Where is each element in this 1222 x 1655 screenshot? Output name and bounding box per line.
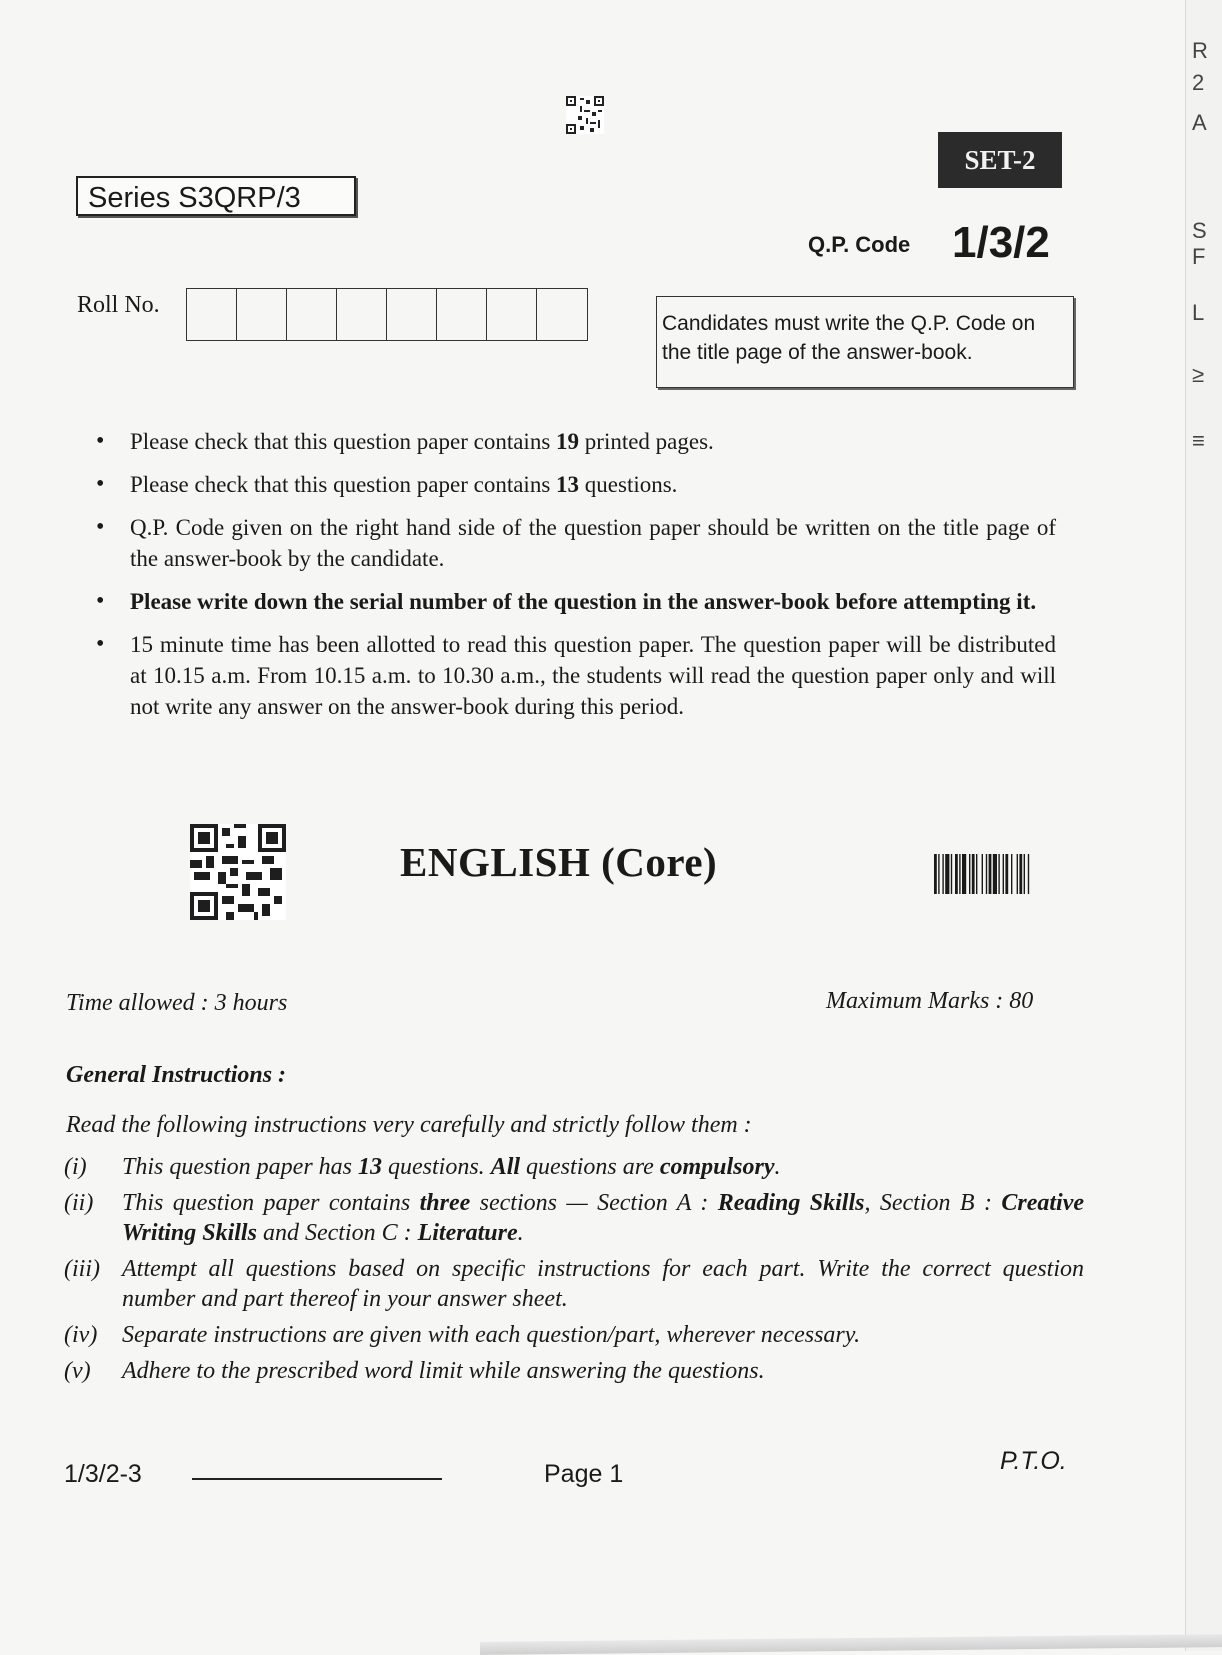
barcode-bar xyxy=(1003,854,1004,894)
footer-page-number: Page 1 xyxy=(544,1460,624,1488)
instruction-number: (iii) xyxy=(64,1256,100,1282)
instruction-emphasis: three xyxy=(419,1190,471,1216)
barcode-bar xyxy=(989,854,992,894)
barcode-bar xyxy=(934,854,937,894)
roll-number-box[interactable] xyxy=(237,289,287,340)
footer-pto: P.T.O. xyxy=(1000,1447,1067,1475)
checklist-emphasis: 13 xyxy=(556,472,580,497)
subject-name: ENGLISH xyxy=(400,839,591,885)
edge-mark: S xyxy=(1192,218,1207,243)
instruction-segment: sections — Section A : xyxy=(470,1190,718,1216)
barcode-bar xyxy=(1019,854,1022,894)
roll-number-label: Roll No. xyxy=(77,292,160,318)
instruction-segment: . xyxy=(774,1154,781,1180)
instruction-number: (v) xyxy=(64,1358,91,1384)
instruction-segment: Separate instructions are given with each question/part, wherever necessary. xyxy=(122,1322,861,1348)
instruction-segment: . xyxy=(517,1220,524,1246)
barcode-bar xyxy=(986,854,987,894)
barcode-bar xyxy=(998,854,999,894)
roll-number-box[interactable] xyxy=(487,289,537,340)
general-instructions-heading: General Instructions : xyxy=(66,1062,287,1088)
instruction-segment: This question paper contains xyxy=(122,1190,420,1216)
subject-title xyxy=(400,838,717,886)
barcode-bar xyxy=(962,854,966,894)
checklist-text: 15 minute time has been allotted to read this question paper. The question paper will be distributed at 10.15 a.m. From 10.15 a.m. to 10.30 a.m., the students will read the question paper only and will not write any answer on the answer-book during this period. xyxy=(130,632,1056,719)
roll-number-box[interactable] xyxy=(337,289,387,340)
instruction-item xyxy=(64,1152,1084,1182)
qp-code-label: Q.P. Code xyxy=(808,232,911,257)
barcode-bar xyxy=(955,854,958,894)
checklist-item xyxy=(96,469,1056,500)
instruction-item xyxy=(64,1188,1084,1248)
barcode-bar xyxy=(976,854,977,894)
footer-paper-code: 1/3/2-3 xyxy=(64,1460,142,1488)
checklist-text: questions. xyxy=(579,472,678,497)
barcode-bar xyxy=(1028,854,1029,894)
barcode-bar xyxy=(993,854,997,894)
checklist-text: Please check that this question paper contains xyxy=(130,429,557,454)
instruction-number: (i) xyxy=(64,1154,87,1180)
roll-number-box[interactable] xyxy=(287,289,337,340)
instruction-text xyxy=(122,1254,1084,1314)
barcode-bar xyxy=(1011,854,1012,894)
barcode-bar xyxy=(1017,854,1018,894)
paper-checklist xyxy=(96,426,1056,734)
instruction-text xyxy=(122,1320,1084,1350)
edge-mark: ≡ xyxy=(1192,428,1205,453)
roll-number-box[interactable] xyxy=(537,289,587,340)
checklist-text: printed pages. xyxy=(579,429,714,454)
checklist-item xyxy=(96,586,1056,617)
subject-variant: (Core) xyxy=(601,839,718,885)
barcode-bar xyxy=(1024,854,1025,894)
instruction-segment: Adhere to the prescribed word limit while answering the questions. xyxy=(122,1358,765,1384)
instruction-segment: , Section B : xyxy=(864,1190,1002,1216)
barcode-bar xyxy=(945,854,949,894)
instruction-number: (ii) xyxy=(64,1190,94,1216)
barcode-bar xyxy=(938,854,939,894)
edge-mark: A xyxy=(1192,110,1207,135)
checklist-emphasis: 19 xyxy=(556,429,580,454)
edge-mark: 2 xyxy=(1192,70,1205,95)
instruction-number: (iv) xyxy=(64,1322,98,1348)
edge-mark: F xyxy=(1192,244,1206,269)
barcode-bar xyxy=(972,854,975,894)
notice-line-1: Candidates must write the Q.P. Code on xyxy=(662,312,1036,335)
qp-code-notice xyxy=(656,296,1074,388)
page-bottom-shadow xyxy=(480,1634,1222,1655)
adjacent-page-edge xyxy=(1185,0,1222,1651)
barcode-bar xyxy=(942,854,943,894)
checklist-text: Please check that this question paper contains xyxy=(130,472,557,497)
checklist-emphasis: Please write down the serial number of the question in the answer-book before attempting it. xyxy=(130,589,1037,614)
instruction-segment: This question paper has xyxy=(122,1154,359,1180)
instruction-emphasis: Creative Writing Skills xyxy=(122,1190,1084,1246)
instruction-item xyxy=(64,1320,1084,1350)
instruction-emphasis: Reading Skills xyxy=(717,1190,865,1216)
roll-number-box[interactable] xyxy=(387,289,437,340)
roll-number-boxes[interactable] xyxy=(186,288,588,341)
general-instructions-intro: Read the following instructions very carefully and strictly follow them : xyxy=(66,1112,752,1138)
instruction-emphasis: compulsory xyxy=(659,1154,775,1180)
instruction-text xyxy=(122,1356,1084,1386)
instruction-segment: questions. xyxy=(382,1154,491,1180)
barcode-bar xyxy=(1005,854,1008,894)
edge-mark: L xyxy=(1192,300,1205,325)
footer-rule xyxy=(192,1478,442,1480)
maximum-marks: Maximum Marks : 80 xyxy=(826,988,1034,1014)
qr-code-large xyxy=(190,824,286,920)
instruction-item xyxy=(64,1254,1084,1314)
checklist-item xyxy=(96,512,1056,574)
barcode-bar xyxy=(982,854,983,894)
instruction-segment: Attempt all questions based on specific instructions for each part. Write the correct question number and part thereof in your answer sheet. xyxy=(122,1256,1084,1312)
instruction-item xyxy=(64,1356,1084,1386)
edge-mark: R xyxy=(1192,38,1208,63)
checklist-item xyxy=(96,629,1056,722)
general-instructions-list xyxy=(64,1152,1084,1392)
instruction-segment: questions are xyxy=(520,1154,660,1180)
qr-code-small xyxy=(566,96,604,134)
instruction-emphasis: Literature xyxy=(417,1220,518,1246)
set-badge: SET-2 xyxy=(938,132,1062,188)
instruction-emphasis: All xyxy=(490,1154,521,1180)
barcode-bar xyxy=(969,854,970,894)
notice-line-2: the title page of the answer-book. xyxy=(662,341,973,364)
roll-number-box[interactable] xyxy=(437,289,487,340)
instruction-emphasis: 13 xyxy=(358,1154,383,1180)
time-allowed: Time allowed : 3 hours xyxy=(66,990,288,1016)
checklist-item xyxy=(96,426,1056,457)
barcode xyxy=(934,854,1070,894)
barcode-bar xyxy=(959,854,960,894)
instruction-segment: and Section C : xyxy=(256,1220,418,1246)
roll-number-box[interactable] xyxy=(187,289,237,340)
instruction-text xyxy=(122,1188,1084,1248)
series-label: Series S3QRP/3 xyxy=(76,176,356,216)
checklist-text: Q.P. Code given on the right hand side of the question paper should be written on the title page of the answer-book by the candidate. xyxy=(130,515,1056,571)
barcode-bar xyxy=(951,854,952,894)
instruction-text xyxy=(122,1152,1084,1182)
qp-code-value: 1/3/2 xyxy=(952,218,1050,267)
edge-mark: ≥ xyxy=(1192,362,1205,387)
